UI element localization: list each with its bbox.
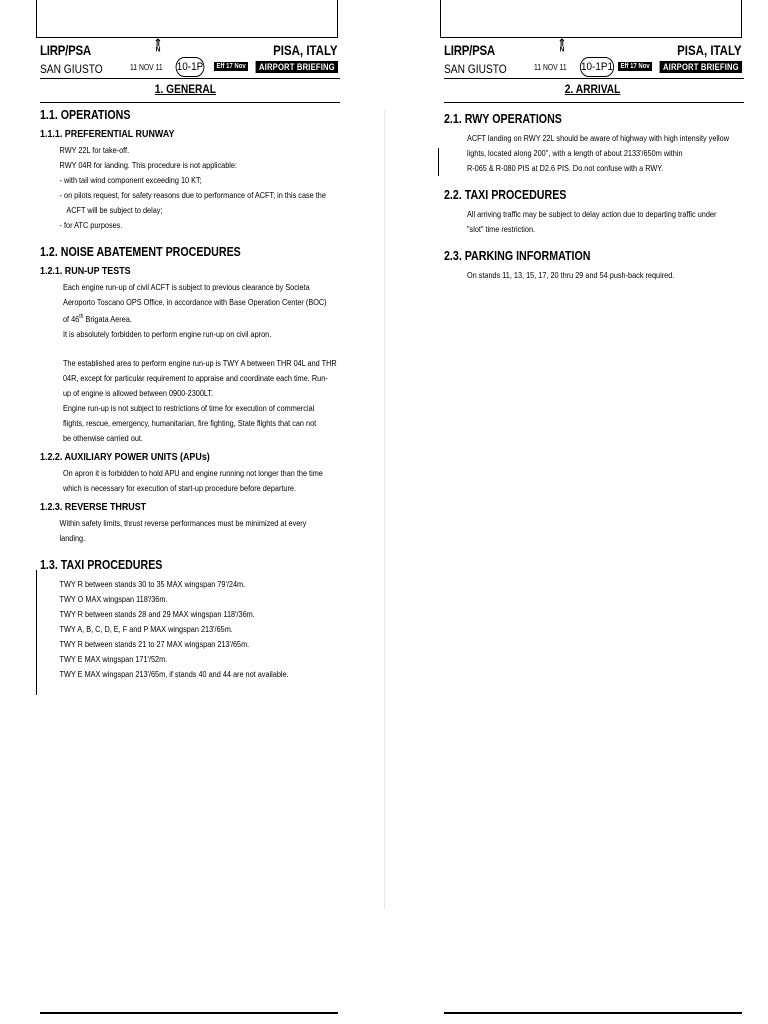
subsection-heading: 1.1.1. PREFERENTIAL RUNWAY — [40, 128, 175, 140]
body-text: Brigata Aerea. — [83, 313, 132, 324]
body-line: All arriving traffic may be subject to delay action due to departing traffic under — [466, 209, 717, 219]
subsection-heading: 1.2.3. REVERSE THRUST — [40, 500, 147, 513]
page-content — [40, 106, 340, 682]
effective-date: Eff 17 Nov — [618, 62, 652, 71]
body-line: Engine run-up is not subject to restrictions of time for execution of commercial — [62, 402, 315, 413]
change-bar — [36, 570, 37, 695]
body-line: TWY O MAX wingspan 118'/36m. — [59, 593, 168, 604]
body-line: R-065 & R-080 PIS at D2.6 PIS. Do not confuse with a RWY. — [466, 163, 664, 173]
page-header — [36, 38, 340, 96]
body-line: ACFT will be subject to delay; — [66, 205, 163, 215]
ordinal-suffix: th — [79, 314, 84, 320]
body-line: up of engine is allowed between 0900-2300LT. — [62, 387, 214, 398]
airport-briefing-badge: AIRPORT BRIEFING — [255, 61, 338, 73]
section-heading: 2.2. TAXI PROCEDURES — [444, 187, 567, 202]
body-text: of 46 — [62, 313, 80, 324]
body-line: Aeroporto Toscano OPS Office, in accordance with Base Operation Center (BOC) — [62, 297, 327, 307]
airport-code: LIRP/PSA — [444, 42, 495, 58]
body-line: lights, located along 200", with a length of about 2133'/650m within — [466, 148, 683, 158]
body-line: TWY R between stands 30 to 35 MAX wingspan 79'/24m. — [59, 578, 246, 589]
body-line: Each engine run-up of civil ACFT is subject to previous clearance by Societa — [62, 282, 310, 292]
airport-code: LIRP/PSA — [40, 42, 91, 58]
section-heading: 1.1. OPERATIONS — [40, 107, 131, 122]
chapter-title: 2. ARRIVAL — [564, 82, 620, 96]
city-country: PISA, ITALY — [273, 42, 338, 58]
body-line: TWY A, B, C, D, E, F and P MAX wingspan 213'/65m. — [59, 623, 233, 634]
body-line: "slot" time restriction. — [466, 224, 536, 234]
revision-date: 11 NOV 11 — [534, 63, 567, 72]
header-box — [36, 0, 338, 38]
chapter-title: 1. GENERAL — [154, 82, 216, 96]
body-line: RWY 04R for landing. This procedure is not applicable: — [59, 160, 238, 170]
body-line — [40, 310, 295, 327]
chapter-divider — [444, 102, 744, 103]
header-divider — [444, 78, 744, 79]
revision-date: 11 NOV 11 — [130, 63, 163, 72]
body-line: which is necessary for execution of start-up procedure before departure. — [62, 482, 297, 493]
body-line: - for ATC purposes. — [59, 220, 123, 230]
north-arrow-icon: ⇑ ᴺ — [557, 38, 567, 57]
body-line: TWY R between stands 28 and 29 MAX wingspan 118'/36m. — [59, 608, 255, 619]
effective-date: Eff 17 Nov — [214, 62, 248, 71]
chapter-divider — [40, 102, 340, 103]
section-heading: 2.1. RWY OPERATIONS — [444, 111, 562, 126]
page-number: 10-1P — [176, 57, 205, 77]
airport-briefing-badge: AIRPORT BRIEFING — [659, 61, 742, 73]
page-number: 10-1P1 — [580, 57, 614, 77]
section-heading: 2.3. PARKING INFORMATION — [444, 248, 591, 263]
body-line: On apron it is forbidden to hold APU and engine running not longer than the time — [62, 467, 323, 478]
city-country: PISA, ITALY — [677, 42, 742, 58]
body-line: TWY R between stands 21 to 27 MAX wingspan 213'/65m. — [59, 638, 250, 649]
body-line: 04R, except for particular requirement to appraise and coordinate each time. Run- — [62, 372, 328, 383]
body-line: The established area to perform engine run-up is TWY A between THR 04L and THR — [62, 357, 337, 368]
footer-rule — [40, 1012, 338, 1014]
body-line: On stands 11, 13, 15, 17, 20 thru 29 and 54 push-back required. — [466, 270, 675, 280]
page-content — [444, 110, 744, 283]
body-line: TWY E MAX wingspan 213'/65m, if stands 40 and 44 are not available. — [59, 668, 289, 679]
subsection-heading: 1.2.1. RUN-UP TESTS — [40, 265, 131, 277]
body-line: - with tail wind component exceeding 10 KT; — [59, 175, 202, 185]
body-line: be otherwise carried out. — [62, 432, 143, 443]
airport-name: SAN GIUSTO — [40, 62, 103, 76]
body-line: flights, rescue, emergency, humanitarian, fire fighting, State flights that can not — [62, 417, 317, 428]
page-10-1p — [36, 0, 340, 1024]
body-line: It is absolutely forbidden to perform engine run-up on civil apron. — [62, 328, 272, 339]
subsection-heading: 1.2.2. AUXILIARY POWER UNITS (APUs) — [40, 450, 210, 463]
section-heading: 1.2. NOISE ABATEMENT PROCEDURES — [40, 244, 241, 259]
header-divider — [40, 78, 340, 79]
body-line: landing. — [59, 532, 86, 543]
section-heading: 1.3. TAXI PROCEDURES — [40, 556, 163, 572]
north-arrow-icon: ⇑ ᴺ — [153, 38, 163, 57]
change-bar — [438, 148, 439, 176]
page-gutter — [384, 110, 385, 910]
footer-rule — [444, 1012, 742, 1014]
page-10-1p1 — [440, 0, 744, 1024]
header-box — [440, 0, 742, 38]
body-line: - on pilots request, for safety reasons due to performance of ACFT; in this case the — [59, 190, 326, 200]
body-line: ACFT landing on RWY 22L should be aware of highway with high intensity yellow — [466, 133, 729, 143]
body-line: RWY 22L for take-off. — [59, 145, 130, 155]
page-header — [440, 38, 744, 96]
body-line: Within safety limits, thrust reverse performances must be minimized at every — [59, 517, 307, 528]
airport-name: SAN GIUSTO — [444, 62, 507, 76]
body-line: TWY E MAX wingspan 171'/52m. — [59, 653, 168, 664]
